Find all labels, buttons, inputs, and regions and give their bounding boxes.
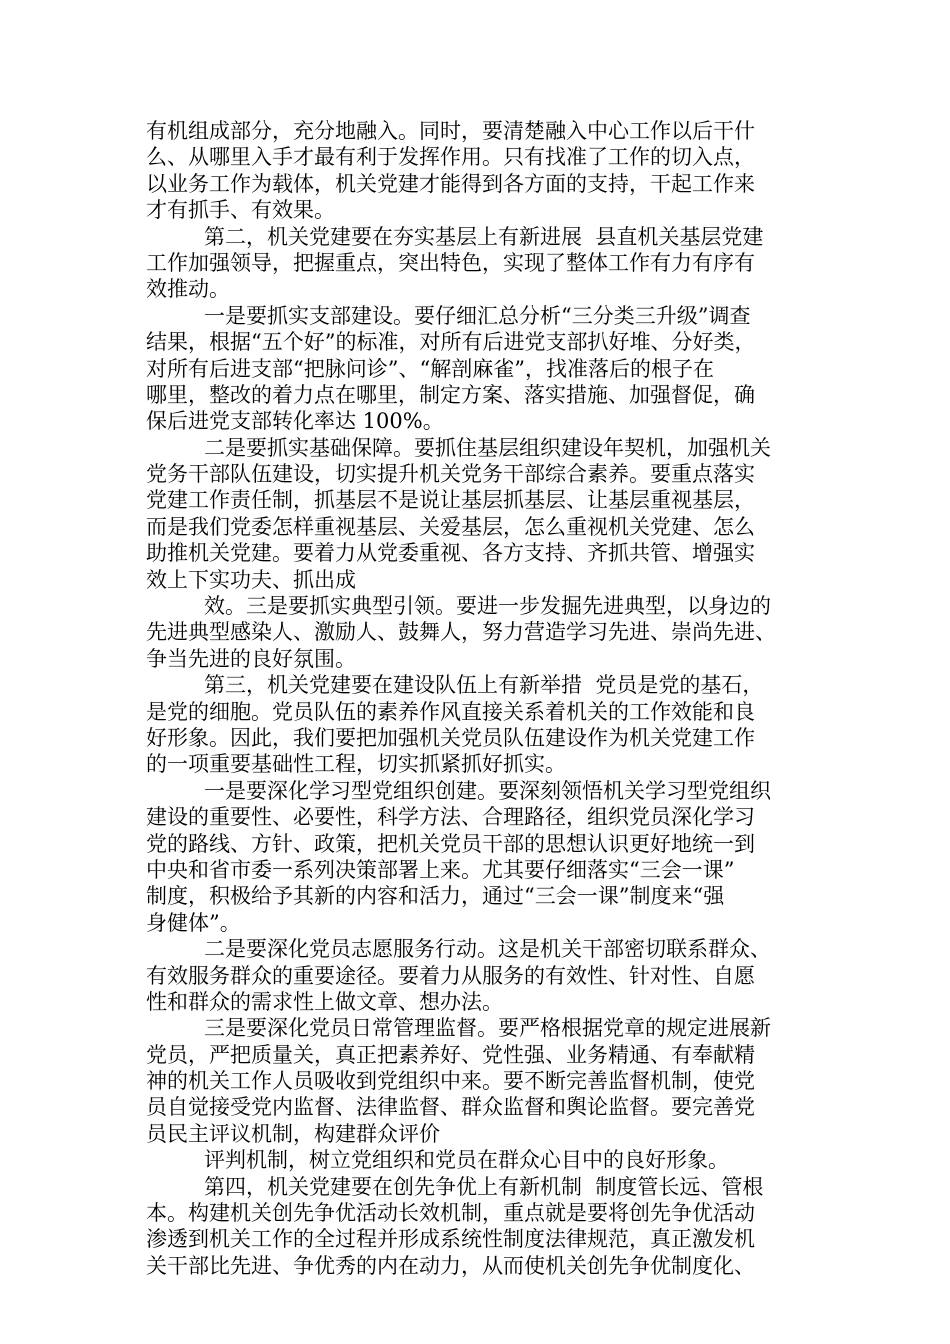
document-line: 哪里，整改的着力点在哪里，制定方案、落实措施、加强督促，确 <box>146 382 755 407</box>
document-line: 效推动。 <box>146 277 230 302</box>
document-line: 以业务工作为载体，机关党建才能得到各方面的支持，干起工作来 <box>146 171 755 196</box>
document-line: 有机组成部分，充分地融入。同时，要清楚融入中心工作以后干什 <box>146 119 755 143</box>
document-line: 一是要抓实支部建设。要仔细汇总分析“三分类三升级”调查 <box>204 303 751 328</box>
document-line: 渗透到机关工作的全过程并形成系统性制度法律规范，真正激发机 <box>146 1227 755 1252</box>
document-line: 党的路线、方针、政策，把机关党员干部的思想认识更好地统一到 <box>146 831 755 856</box>
document-line: 员民主评议机制，构建群众评价 <box>146 1121 440 1146</box>
document-line: 神的机关工作人员吸收到党组织中来。要不断完善监督机制，使党 <box>146 1069 755 1094</box>
document-line: 是党的细胞。党员队伍的素养作风直接关系着机关的工作效能和良 <box>146 699 755 724</box>
document-line: 对所有后进支部“把脉问诊”、“解剖麻雀”，找准落后的根子在 <box>146 356 714 381</box>
document-line: 二是要抓实基础保障。要抓住基层组织建设年契机，加强机关 <box>204 435 771 460</box>
document-line: 工作加强领导，把握重点，突出特色，实现了整体工作有力有序有 <box>146 250 755 275</box>
document-line: 效。三是要抓实典型引领。要进一步发掘先进典型，以身边的 <box>204 594 771 619</box>
document-line: 评判机制，树立党组织和党员在群众心目中的良好形象。 <box>204 1148 729 1173</box>
document-line: 制度，积极给予其新的内容和活力，通过“三会一课”制度来“强 <box>146 884 725 909</box>
document-line: 的一项重要基础性工程，切实抓紧抓好抓实。 <box>146 752 566 777</box>
document-line: 党员，严把质量关，真正把素养好、党性强、业务精通、有奉献精 <box>146 1042 755 1067</box>
document-line: 党建工作责任制，抓基层不是说让基层抓基层、让基层重视基层， <box>146 488 755 513</box>
document-line: 员自觉接受党内监督、法律监督、群众监督和舆论监督。要完善党 <box>146 1095 755 1120</box>
document-line: 一是要深化学习型党组织创建。要深刻领悟机关学习型党组织 <box>204 778 771 803</box>
document-line: 三是要深化党员日常管理监督。要严格根据党章的规定进展新 <box>204 1016 771 1041</box>
document-line: 第二，机关党建要在夯实基层上有新进展 县直机关基层党建 <box>204 224 764 249</box>
document-line: 才有抓手、有效果。 <box>146 198 335 223</box>
document-line: 第三，机关党建要在建设队伍上有新举措 党员是党的基石， <box>204 673 764 698</box>
document-line: 中央和省市委一系列决策部署上来。尤其要仔细落实“三会一课” <box>146 857 735 882</box>
document-line: 有效服务群众的重要途径。要着力从服务的有效性、针对性、自愿 <box>146 963 755 988</box>
document-line: 助推机关党建。要着力从党委重视、各方支持、齐抓共管、增强实 <box>146 541 755 566</box>
document-line: 争当先进的良好氛围。 <box>146 646 356 671</box>
document-line: 先进典型感染人、激励人、鼓舞人，努力营造学习先进、崇尚先进、 <box>146 620 776 645</box>
document-line: 效上下实功夫、抓出成 <box>146 567 356 592</box>
document-line: 结果，根据“五个好”的标准，对所有后进党支部扒好堆、分好类， <box>146 330 756 355</box>
document-line: 第四，机关党建要在创先争优上有新机制 制度管长远、管根 <box>204 1174 764 1199</box>
document-line: 建设的重要性、必要性，科学方法、合理路径，组织党员深化学习 <box>146 805 755 830</box>
document-line: 保后进党支部转化率达 100%。 <box>146 409 444 434</box>
document-body-text <box>146 118 826 1279</box>
document-line: 党务干部队伍建设，切实提升机关党务干部综合素养。要重点落实 <box>146 462 755 487</box>
document-line: 关干部比先进、争优秀的内在动力，从而使机关创先争优制度化、 <box>146 1253 755 1278</box>
document-line: 好形象。因此，我们要把加强机关党员队伍建设作为机关党建工作 <box>146 725 755 750</box>
document-line: 么、从哪里入手才最有利于发挥作用。只有找准了工作的切入点， <box>146 145 755 170</box>
document-line: 而是我们党委怎样重视基层、关爱基层，怎么重视机关党建、怎么 <box>146 514 755 539</box>
document-line: 身健体”。 <box>146 910 241 935</box>
document-line: 本。构建机关创先争优活动长效机制，重点就是要将创先争优活动 <box>146 1201 755 1226</box>
document-line: 二是要深化党员志愿服务行动。这是机关干部密切联系群众、 <box>204 937 771 962</box>
document-line: 性和群众的需求性上做文章、想办法。 <box>146 989 503 1014</box>
